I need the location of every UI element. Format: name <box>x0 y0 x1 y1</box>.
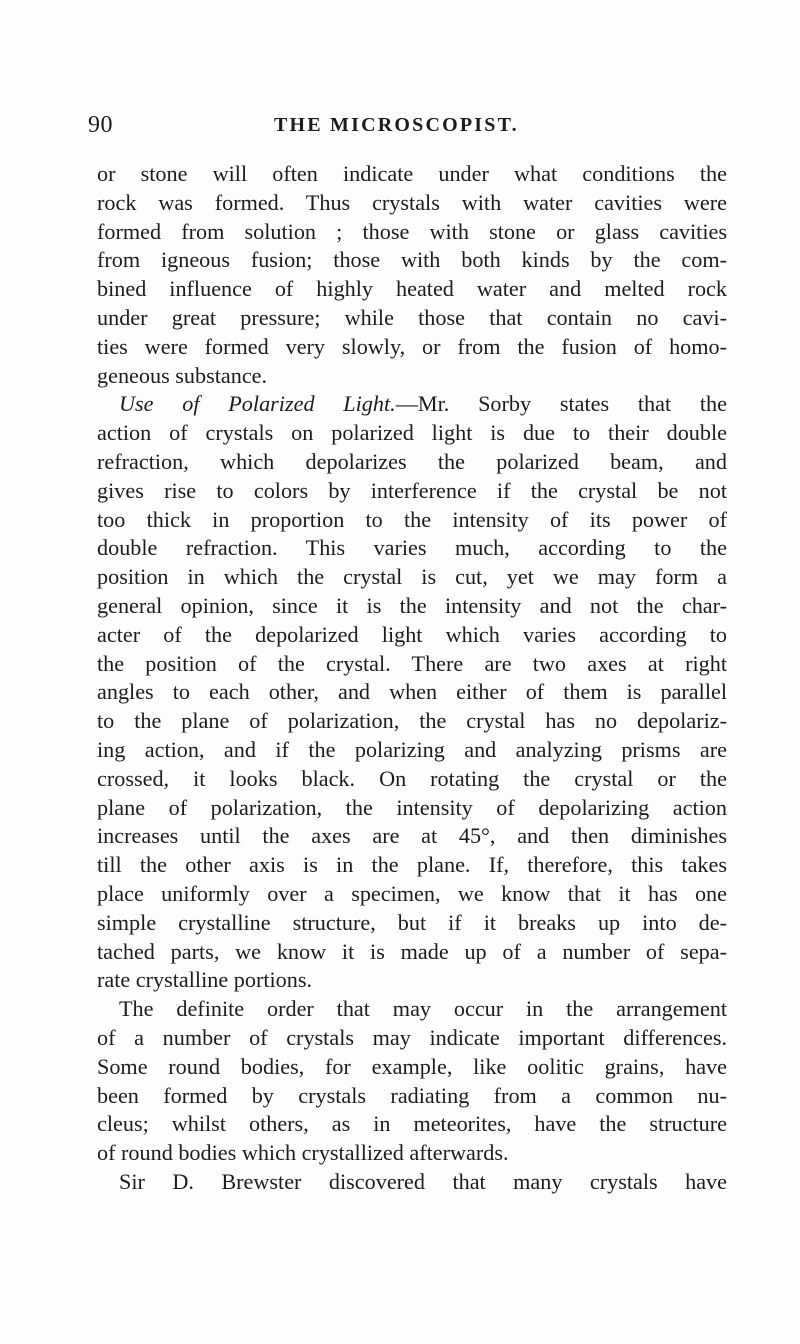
text-line: rate crystalline portions. <box>97 967 313 993</box>
text-line: The definite order that may occur in the arrangement <box>119 996 727 1022</box>
text-line: geneous substance. <box>97 362 268 388</box>
text-line: position in which the crystal is cut, yet we may form a <box>97 564 727 590</box>
text-line: place uniformly over a specimen, we know that it has one <box>97 880 727 906</box>
text-line: till the other axis is in the plane. If, therefore, this takes <box>97 852 727 878</box>
text-line: the position of the crystal. There are two axes at right <box>97 650 727 676</box>
text-line: refraction, which depolarizes the polarized beam, and <box>97 448 727 474</box>
text-line: action of crystals on polarized light is due to their double <box>97 420 727 446</box>
text-line: or stone will often indicate under what conditions the <box>97 161 727 186</box>
text-line: of a number of crystals may indicate important differences. <box>97 1024 727 1050</box>
text-line: bined influence of highly heated water and melted rock <box>97 276 727 302</box>
text-fragment: —Mr. Sorby states that the <box>395 391 727 417</box>
page-header <box>88 112 728 142</box>
text-line: double refraction. This varies much, according to the <box>97 535 727 561</box>
text-line: ing action, and if the polarizing and analyzing prisms are <box>97 736 727 762</box>
text-line: gives rise to colors by interference if the crystal be not <box>97 477 727 503</box>
text-line: acter of the depolarized light which varies according to <box>97 621 727 647</box>
text-line: of round bodies which crystallized afterwards. <box>97 1140 509 1166</box>
running-head: THE MICROSCOPIST. <box>274 114 519 136</box>
text-line: under great pressure; while those that contain no cavi- <box>97 304 727 330</box>
text-line: Sir D. Brewster discovered that many crystals have <box>119 1168 727 1194</box>
section-heading: Use of Polarized Light. <box>119 391 396 417</box>
text-line: tached parts, we know it is made up of a number of sepa- <box>97 938 727 964</box>
text-line: been formed by crystals radiating from a common nu- <box>97 1082 727 1108</box>
text-line: increases until the axes are at 45°, and then diminishes <box>97 823 727 849</box>
text-line: to the plane of polarization, the crystal has no depolariz- <box>97 708 727 734</box>
text-line: ties were formed very slowly, or from the fusion of homo- <box>97 333 727 359</box>
text-line: too thick in proportion to the intensity of its power of <box>97 506 727 532</box>
text-line: from igneous fusion; those with both kinds by the com- <box>97 247 727 273</box>
text-line: crossed, it looks black. On rotating the crystal or the <box>97 765 727 791</box>
paragraph-first-line <box>97 390 727 419</box>
text-line: rock was formed. Thus crystals with water cavities were <box>97 189 727 215</box>
page-body <box>97 160 727 1197</box>
text-line: Some round bodies, for example, like oolitic grains, have <box>97 1053 727 1079</box>
text-line: simple crystalline structure, but if it breaks up into de- <box>97 909 727 935</box>
text-line: angles to each other, and when either of them is parallel <box>97 679 727 705</box>
text-line: plane of polarization, the intensity of depolarizing action <box>97 794 727 820</box>
text-line: formed from solution ; those with stone or glass cavities <box>97 218 727 244</box>
text-line: general opinion, since it is the intensity and not the char- <box>97 592 727 618</box>
text-line: cleus; whilst others, as in meteorites, have the structure <box>97 1111 727 1137</box>
page-number: 90 <box>88 112 113 138</box>
